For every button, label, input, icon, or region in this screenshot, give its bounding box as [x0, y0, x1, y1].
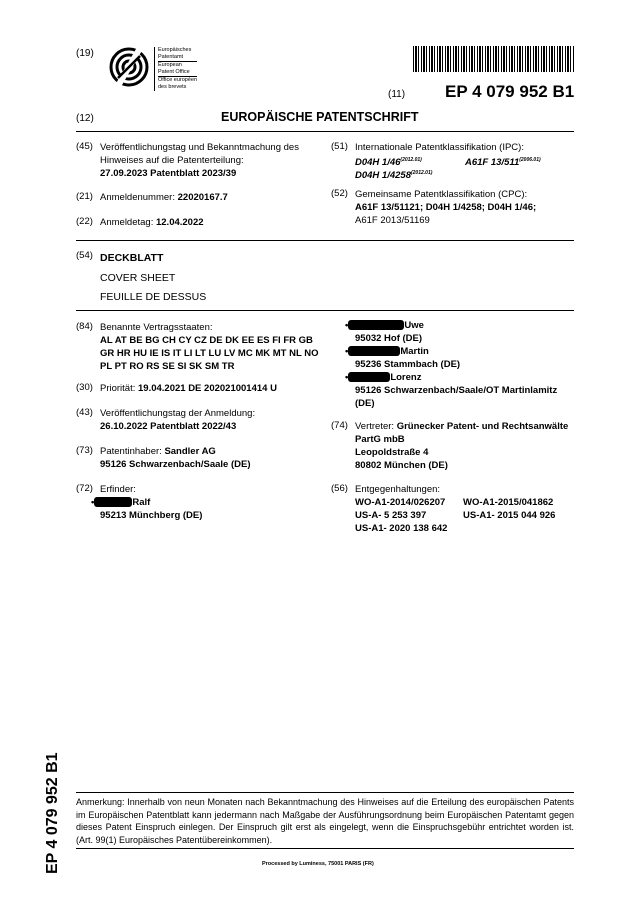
- field-84-num: (84): [76, 321, 93, 332]
- redaction-bar: [94, 497, 132, 507]
- publication-number: EP 4 079 952 B1: [445, 82, 575, 101]
- field-54-num: (54): [76, 250, 93, 261]
- field-56-num: (56): [331, 483, 348, 494]
- redaction-bar: [348, 346, 400, 356]
- office-name: Europäisches Patentamt European Patent Office Office européen des brevets: [154, 47, 197, 91]
- field-72-num: (72): [76, 483, 93, 494]
- divider: [76, 310, 574, 311]
- field-22: Anmeldetag: 12.04.2022: [100, 217, 204, 228]
- divider: [76, 131, 574, 132]
- field-12: (12): [76, 113, 94, 124]
- field-72: Erfinder: • Ralf 95213 Münchberg (DE): [91, 484, 203, 521]
- redaction-bar: [348, 372, 390, 382]
- field-52-num: (52): [331, 188, 348, 199]
- inventors-list: • Uwe 95032 Hof (DE) • Martin 95236 Stammbach (DE) • Lorenz 95126 Schwarzenbach/Saale/OT Martinlamitz (DE): [345, 320, 558, 409]
- epo-logo-icon: [108, 46, 150, 88]
- field-74: Vertreter: Grünecker Patent- und Rechtsanwälte PartG mbB Leopoldstraße 4 80802 München (DE): [355, 421, 569, 471]
- field-21-num: (21): [76, 191, 93, 202]
- field-43: Veröffentlichungstag der Anmeldung: 26.10.2022 Patentblatt 2022/43: [100, 408, 256, 432]
- barcode: [413, 46, 574, 72]
- redaction-bar: [348, 320, 404, 330]
- field-19: (19): [76, 48, 94, 59]
- title-block: DECKBLATT COVER SHEET FEUILLE DE DESSUS: [100, 252, 207, 303]
- field-45: Veröffentlichungstag und Bekanntmachung des Hinweises auf die Patenterteilung: 27.09.2023 Patentblatt 2023/39: [100, 142, 299, 179]
- divider: [76, 848, 574, 849]
- field-30-num: (30): [76, 382, 93, 393]
- field-22-num: (22): [76, 216, 93, 227]
- printer-note: Processed by Luminess, 75001 PARIS (FR): [262, 861, 374, 867]
- field-11: (11): [388, 89, 406, 100]
- field-84: Benannte Vertragsstaaten: AL AT BE BG CH CY CZ DE DK EE ES FI FR GB GR HR HU IE IS IT LI LT LU LV MC MK MT NL NO PL PT RO RS SE SI SK SM TR: [100, 322, 319, 372]
- field-45-num: (45): [76, 141, 93, 152]
- footer-note: Anmerkung: Innerhalb von neun Monaten nach Bekanntmachung des Hinweises auf die Erteilung des europäischen Patents im Europäischen Patentblatt kann jedermann nach Maßgabe der Ausführungsordnung beim Europäischen Patentamt gegen dieses Patent Einspruch einlegen. Der Einspruch gilt erst als eingelegt, wenn die Einspruchsgebühr entrichtet worden ist. (Art. 99(1) Europäisches Patentübereinkommen).: [76, 797, 574, 845]
- field-73: Patentinhaber: Sandler AG 95126 Schwarzenbach/Saale (DE): [100, 446, 251, 470]
- divider: [76, 792, 574, 793]
- document-title: EUROPÄISCHE PATENTSCHRIFT: [221, 110, 419, 124]
- field-73-num: (73): [76, 445, 93, 456]
- field-43-num: (43): [76, 407, 93, 418]
- field-51-num: (51): [331, 141, 348, 152]
- field-30: Priorität: 19.04.2021 DE 202021001414 U: [100, 383, 277, 394]
- field-56: Entgegenhaltungen: WO-A1-2014/026207 WO-A1-2015/041862 US-A- 5 253 397 US-A1- 2015 044 926 US-A1- 2020 138 642: [355, 484, 556, 534]
- field-51: Internationale Patentklassifikation (IPC): D04H $1/46^{(2012.01)}$ A61F $13/511^{(2006.01)}$ D04H $1/4258^{(2012.01)}$: [355, 142, 541, 182]
- divider: [76, 240, 574, 241]
- field-74-num: (74): [331, 420, 348, 431]
- field-52: Gemeinsame Patentklassifikation (CPC): A61F 13/51121; D04H 1/4258; D04H 1/46; A61F 2013/51169: [355, 189, 537, 226]
- side-publication-number: EP 4 079 952 B1: [44, 752, 61, 874]
- field-21: Anmeldenummer: 22020167.7: [100, 192, 228, 203]
